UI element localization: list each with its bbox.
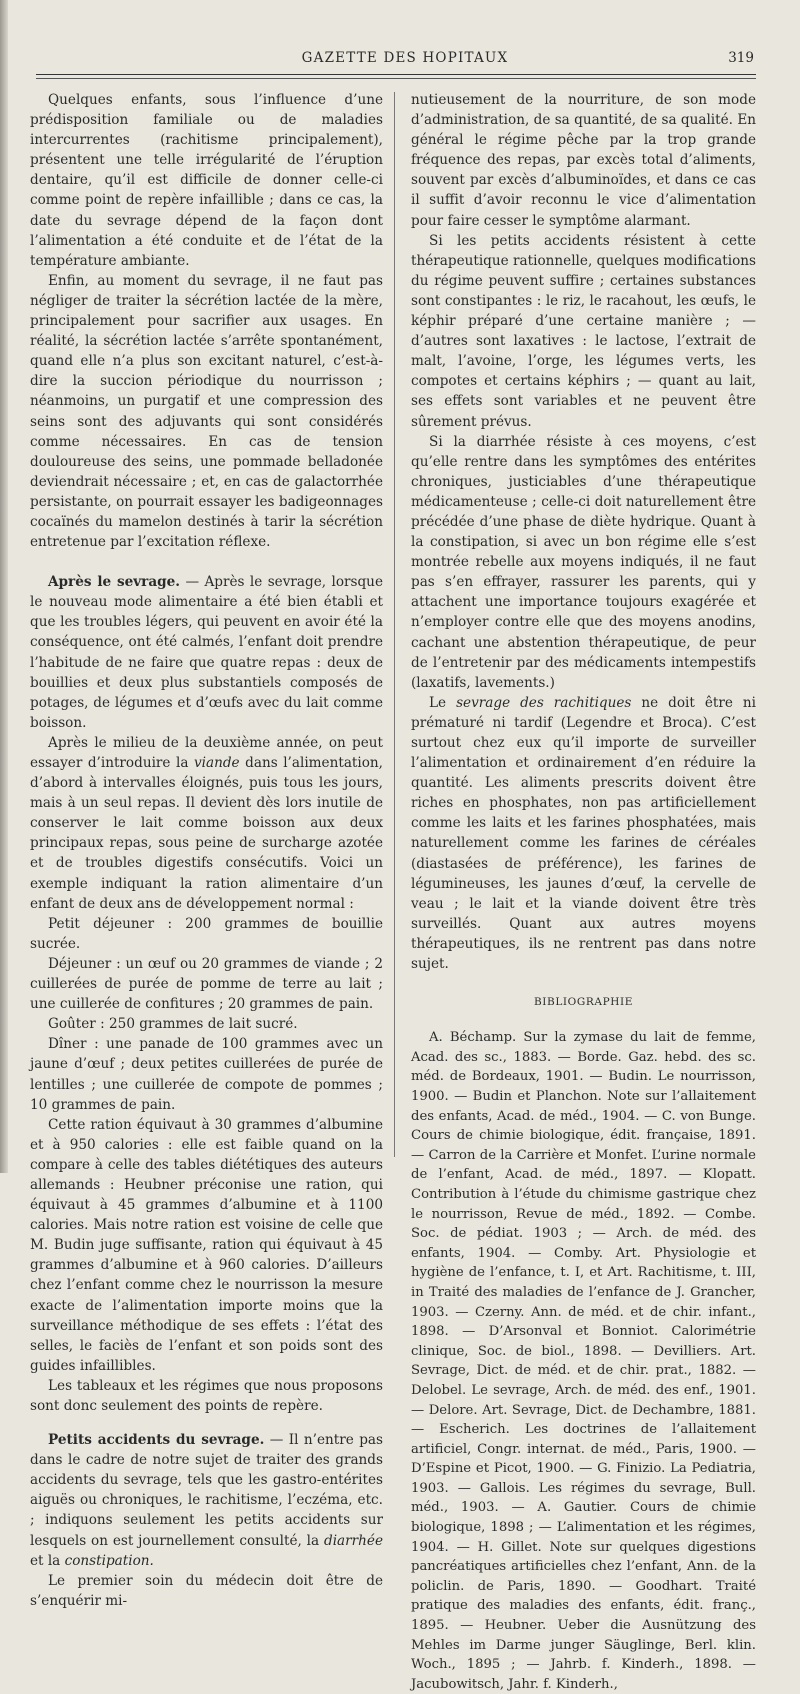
paragraph: Cette ration équivaut à 30 grammes d’albumine et à 950 calories : elle est faible quand on la compare à celle des tables diététiques des auteurs allemands : Heubner préconise une ration, qui équivaut à 45 grammes d’albumine et à 1100 calories. Mais notre ration est voisine de celle que M. Budin juge suffisante, ration qui équivaut à 45 grammes d’albumine et à 960 calories. D’ailleurs chez l’enfant comme chez le nourrisson la mesure exacte de l’alimentation importe moins que la surveillance méthodique de ses effets : l’état des selles, le faciès de l’enfant et son poids sont des guides infaillibles. bbox=[30, 1116, 383, 1374]
paragraph: Après le sevrage. — Après le sevrage, lorsque le nouveau mode alimentaire a été bien établi et que les troubles légers, qui peuvent en avoir été la conséquence, ont été calmés, l’enfant doit prendre l’habitude de ne faire que quatre repas : deux de bouillies et deux plus substantiels composés de potages, de légumes et d’œufs avec du lait comme boisson. bbox=[30, 574, 383, 731]
paragraph: nutieusement de la nourriture, de son mode d’administration, de sa quantité, de sa qualité. En général le régime pêche par la trop grande fréquence des repas, par excès total d’aliments, souvent par excès d’albuminoïdes, et dans ce cas il suffit d’avoir reconnu le vice d’alimentation pour faire cesser le symptôme alarmant. bbox=[411, 92, 756, 229]
journal-title: GAZETTE DES HOPITAUX bbox=[301, 50, 509, 66]
paragraph: Si les petits accidents résistent à cette thérapeutique rationnelle, quelques modifications du régime peuvent suffire ; certaines substances sont constipantes : le riz, le racahout, les œufs, le képhir préparé d’une certaine manière ; — d’autres sont laxatives : le lactose, l’extrait de malt, l’avoine, l’orge, les légumes verts, les compotes et certains képhirs ; — quant au lait, ses effets sont variables et ne peuvent être sûrement prévus. bbox=[411, 232, 756, 430]
paragraph: Petits accidents du sevrage. — Il n’entre pas dans le cadre de notre sujet de traiter des grands accidents du sevrage, tels que les gastro-entérites aiguës ou chroniques, le rachitisme, l’eczéma, etc. ; indiquons seulement les petits accidents sur lesquels on est journellement consulté, la diarrhée et la constipation. bbox=[30, 1432, 383, 1569]
paragraph: Quelques enfants, sous l’influence d’une prédisposition familiale ou de maladies intercurrentes (rachitisme principalement), présentent une telle irrégularité de l’éruption dentaire, qu’il est difficile de donner celle-ci comme point de repère infaillible ; dans ce cas, la date du sevrage dépend de la façon dont l’alimentation a été conduite et de l’état de la température ambiante. bbox=[30, 92, 383, 269]
page-edge bbox=[0, 0, 8, 1173]
paragraph: Le sevrage des rachitiques ne doit être ni prématuré ni tardif (Legendre et Broca). C’est surtout chez eux qu’il importe de surveiller l’alimentation et ordinairement d’en réduire la quantité. Les aliments prescrits doivent être riches en phosphates, non pas artificiellement comme les laits et les farines phosphatées, mais naturellement comme les farines de céréales (diastasées de préférence), les farines de légumineuses, les jaunes d’œuf, la cervelle de veau ; le lait et la viande doivent être très surveillés. Quant aux autres moyens thérapeutiques, ils ne rentrent pas dans notre sujet. bbox=[411, 694, 756, 973]
bibliography-heading: BIBLIOGRAPHIE bbox=[533, 996, 634, 1009]
header-rule-thin bbox=[36, 78, 756, 79]
column-divider bbox=[394, 92, 395, 1157]
header-rule bbox=[36, 74, 756, 75]
paragraph: Après le milieu de la deuxième année, on peut essayer d’introduire la viande dans l’alimentation, d’abord à intervalles éloignés, puis tous les jours, mais à un seul repas. Il devient dès lors inutile de conserver le lait comme boisson aux deux principaux repas, sous peine de surcharge azotée et de troubles digestifs consécutifs. Voici un exemple indiquant la ration alimentaire d’un enfant de deux ans de développement normal : bbox=[30, 734, 383, 912]
meal-line: Petit déjeuner : 200 grammes de bouillie sucrée. bbox=[30, 915, 383, 952]
meal-line: Goûter : 250 grammes de lait sucré. bbox=[48, 1016, 298, 1033]
paragraph: Les tableaux et les régimes que nous proposons sont donc seulement des points de repère. bbox=[30, 1377, 383, 1414]
paragraph: Le premier soin du médecin doit être de s’enquérir mi- bbox=[30, 1572, 383, 1609]
section-heading: Après le sevrage. bbox=[48, 574, 181, 591]
meal-line: Déjeuner : un œuf ou 20 grammes de viande ; 2 cuillerées de purée de pomme de terre au lait ; une cuillerée de confitures ; 20 grammes de pain. bbox=[30, 955, 383, 1013]
meal-line: Dîner : une panade de 100 grammes avec un jaune d’œuf ; deux petites cuillerées de purée de lentilles ; une cuillerée de compote de pommes ; 10 grammes de pain. bbox=[30, 1036, 383, 1113]
right-column bbox=[411, 90, 756, 1694]
page-number: 319 bbox=[728, 50, 754, 66]
paragraph: Enfin, au moment du sevrage, il ne faut pas négliger de traiter la sécrétion lactée de la mère, principalement pour sacrifier aux usages. En réalité, la sécrétion lactée s’arrête spontanément, quand elle n’a plus son excitant naturel, c’est-à-dire la succion périodique du nourrisson ; néanmoins, un purgatif et une compression des seins sont des adjuvants qui sont considérés comme nécessaires. En cas de tension douloureuse des seins, une pommade belladonée deviendrait nécessaire ; et, en cas de galactorrhée persistante, on pourrait essayer les badigeonnages cocaïnés du mamelon destinés à tarir la sécrétion entretenue par l’excitation réflexe. bbox=[30, 272, 383, 551]
page-header bbox=[0, 50, 800, 72]
left-column bbox=[30, 90, 383, 1611]
paragraph: Si la diarrhée résiste à ces moyens, c’est qu’elle rentre dans les symptômes des entérites chroniques, justiciables d’une thérapeutique médicamenteuse ; celle-ci doit naturellement être précédée d’une phase de diète hydrique. Quant à la constipation, si avec un bon régime elle s’est montrée rebelle aux moyens indiqués, il ne faut pas s’en effrayer, rassurer les parents, qui y attachent une importance toujours exagérée et n’employer contre elle que des moyens anodins, cachant une abstention thérapeutique, de peur de l’entretenir par des médicaments intempestifs (laxatifs, lavements.) bbox=[411, 433, 756, 691]
section-heading: Petits accidents du sevrage. bbox=[48, 1432, 265, 1449]
bibliography: A. Béchamp. Sur la zymase du lait de femme, Acad. des sc., 1883. — Borde. Gaz. hebd. des sc. méd. de Bordeaux, 1901. — Budin. Le nourrisson, 1900. — Budin et Planchon. Note sur l’allaitement des enfants, Acad. de méd., 1904. — C. von Bunge. Cours de chimie biologique, édit. française, 1891. — Carron de la Carrière et Monfet. L’urine normale de l’enfant, Acad. de méd., 1897. — Klopatt. Contribution à l’étude du chimisme gastrique chez le nourrisson, Revue de méd., 1892. — Combe. Soc. de pédiat. 1903 ; — Arch. de méd. des enfants, 1904. — Comby. Art. Physiologie et hygiène de l’enfance, t. I, et Art. Rachitisme, t. III, in Traité des maladies de l’enfance de J. Grancher, 1903. — Czerny. Ann. de méd. et de chir. infant., 1898. — D’Arsonval et Bonniot. Calorimétrie clinique, Soc. de biol., 1898. — Devilliers. Art. Sevrage, Dict. de méd. et de chir. prat., 1882. — Delobel. Le sevrage, Arch. de méd. des enf., 1901. — Delore. Art. Sevrage, Dict. de Dechambre, 1881. — Escherich. Les doctrines de l’allaitement artificiel, Congr. internat. de méd., Paris, 1900. — D’Espine et Picot, 1900. — G. Finizio. La Pediatria, 1903. — Gallois. Les régimes du sevrage, Bull. méd., 1903. — A. Gautier. Cours de chimie biologique, 1898 ; — L’alimentation et les régimes, 1904. — H. Gillet. Note sur quelques digestions pancréatiques artificielles chez l’enfant, Ann. de la policlin. de Paris, 1890. — Goodhart. Traité pratique des maladies des enfants, édit. franç., 1895. — Heubner. Ueber die Ausnützung des Mehles im Darme junger Säuglinge, Berl. klin. Woch., 1895 ; — Jahrb. f. Kinderh., 1898. — Jacubowitsch, Jahr. f. Kinderh., bbox=[411, 1030, 756, 1692]
